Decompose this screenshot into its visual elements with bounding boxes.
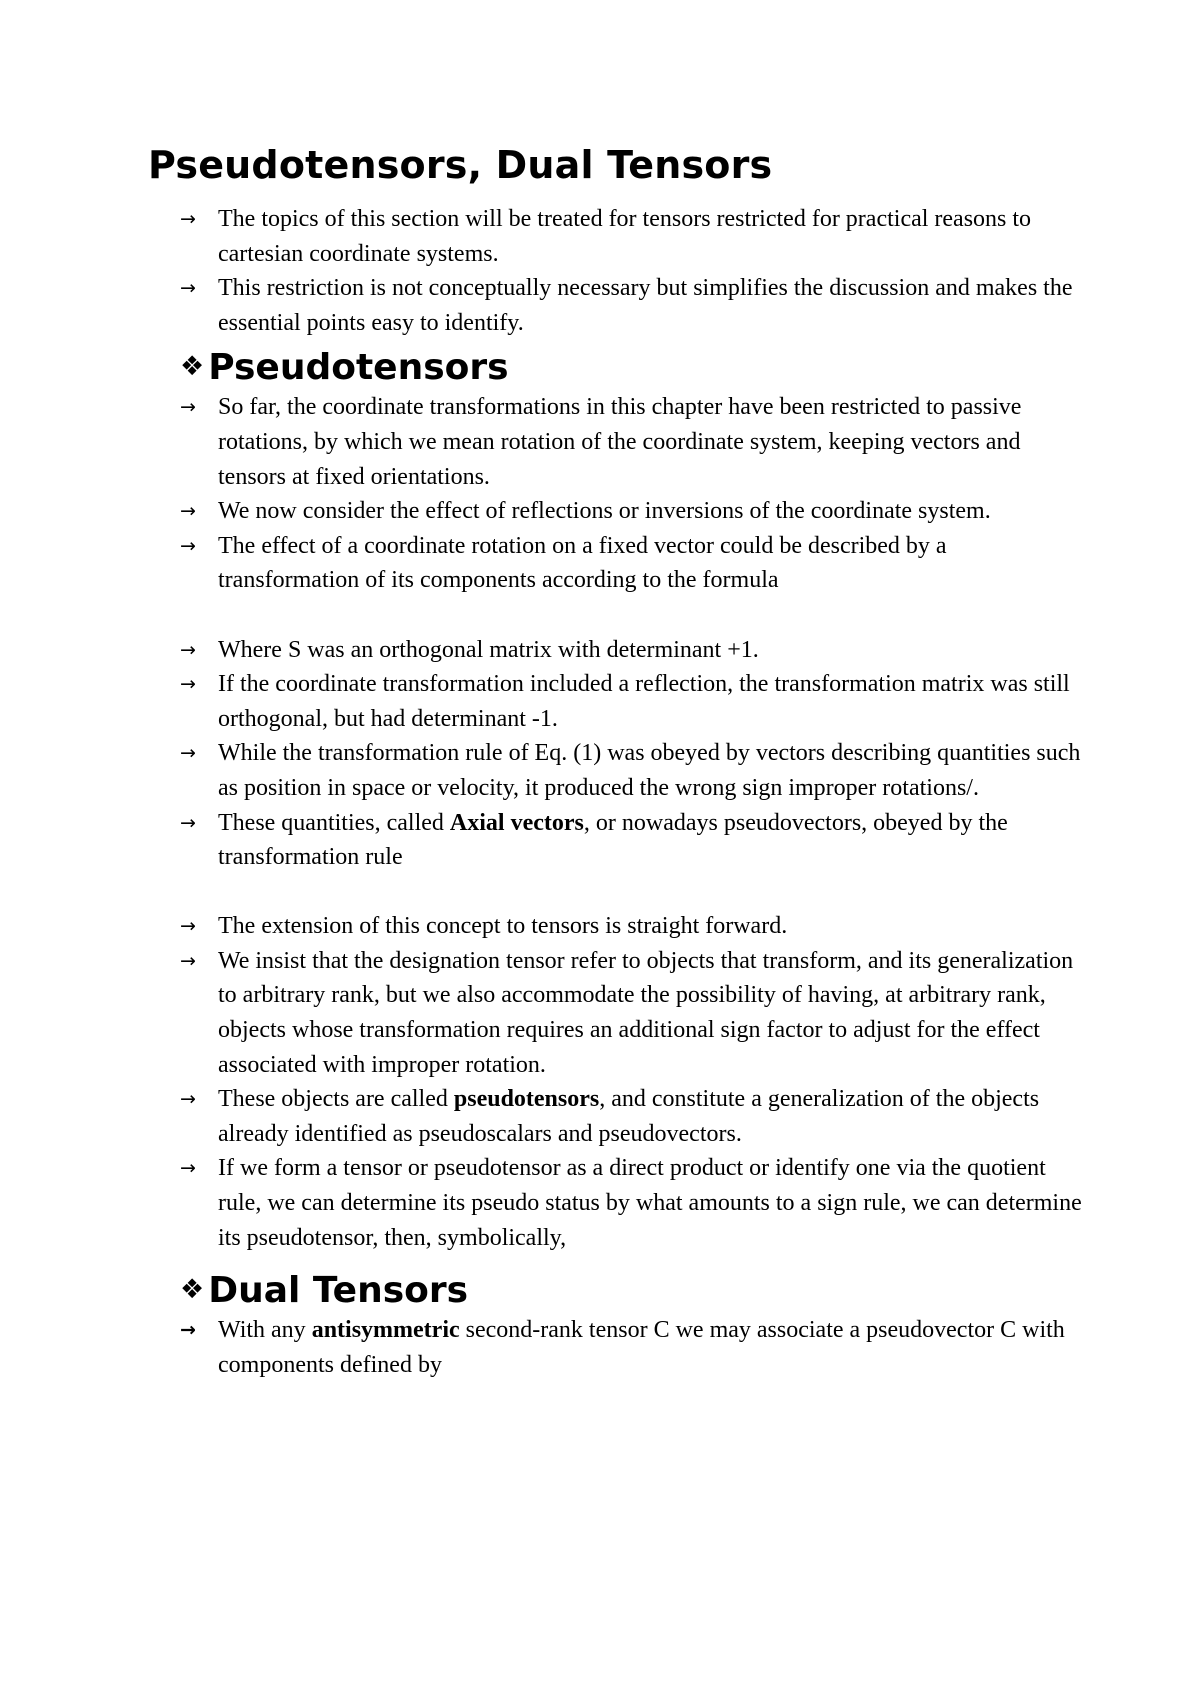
bullet-text: The extension of this concept to tensors is straight forward. xyxy=(218,913,788,940)
right-arrow-icon: → xyxy=(180,811,196,834)
list-item xyxy=(148,1151,1088,1255)
equation-placeholder xyxy=(148,598,1088,633)
list-item xyxy=(148,806,1088,875)
right-arrow-icon: → xyxy=(180,208,196,230)
right-arrow-icon: → xyxy=(180,500,196,523)
bold-term-antisymmetric: antisymmetric xyxy=(311,1317,460,1344)
bullet-text: So far, the coordinate transformations in this chapter have been restricted to passive rotations, by which we mean rotation of the coordinate system, keeping vectors and tensors at fixed orientations. xyxy=(218,394,1022,490)
list-item xyxy=(148,1082,1088,1151)
pseudotensors-bullet-list-b xyxy=(148,633,1088,875)
right-arrow-icon: → xyxy=(180,277,196,300)
equation-placeholder xyxy=(148,875,1088,910)
list-item xyxy=(148,1313,1088,1382)
right-arrow-icon: → xyxy=(180,949,196,972)
dual-tensors-bullet-list xyxy=(148,1313,1088,1382)
section-heading-pseudotensors xyxy=(180,346,1088,390)
right-arrow-icon: → xyxy=(180,1157,196,1180)
pseudotensors-bullet-list-c xyxy=(148,909,1088,1255)
right-arrow-icon: → xyxy=(180,1088,196,1111)
right-arrow-icon: → xyxy=(180,742,196,765)
document-content xyxy=(148,140,1088,1382)
right-arrow-icon: → xyxy=(180,915,196,938)
list-item xyxy=(148,944,1088,1082)
diamond-bullet-icon: ❖ xyxy=(180,1274,205,1306)
list-item xyxy=(148,529,1088,598)
bullet-text-before: With any xyxy=(218,1317,312,1344)
section-heading-text: Pseudotensors xyxy=(208,347,509,389)
diamond-bullet-icon: ❖ xyxy=(180,351,205,383)
list-item xyxy=(148,202,1088,271)
list-item xyxy=(148,909,1088,944)
pseudotensors-bullet-list-a xyxy=(148,390,1088,598)
bullet-text-after: second-rank tensor C we may associate a pseudovector C with components defined by xyxy=(218,1317,1065,1378)
right-arrow-icon: → xyxy=(180,638,196,661)
bullet-text-before: These objects are called xyxy=(218,1086,454,1113)
bullet-text: While the transformation rule of Eq. (1) was obeyed by vectors describing quantities such as position in space or velocity, it produced the wrong sign improper rotations/. xyxy=(218,740,1081,801)
bullet-text-after: , and constitute a generalization of the objects already identified as pseudoscalars and pseudovectors. xyxy=(218,1086,1040,1147)
bullet-text: Where S was an orthogonal matrix with determinant +1. xyxy=(218,636,759,663)
bullet-text: We now consider the effect of reflections or inversions of the coordinate system. xyxy=(218,498,991,525)
bold-term-axial-vectors: Axial vectors xyxy=(449,809,584,836)
section-heading-dual-tensors xyxy=(180,1269,1088,1313)
bullet-text: The topics of this section will be treated for tensors restricted for practical reasons to cartesian coordinate systems. xyxy=(218,206,1032,267)
page-title: Pseudotensors, Dual Tensors xyxy=(148,143,773,187)
bullet-text: We insist that the designation tensor refer to objects that transform, and its generalization to arbitrary rank, but we also accommodate the possibility of having, at arbitrary rank, objects whose transformation requires an additional sign factor to adjust for the effect associated with improper rotation. xyxy=(218,947,1074,1078)
right-arrow-icon: → xyxy=(180,1319,196,1342)
bullet-text-before: These quantities, called xyxy=(218,809,450,836)
bullet-text: This restriction is not conceptually necessary but simplifies the discussion and makes the essential points easy to identify. xyxy=(218,275,1073,336)
list-item xyxy=(148,390,1088,494)
bold-term-pseudotensors: pseudotensors xyxy=(453,1086,600,1113)
list-item xyxy=(148,667,1088,736)
bullet-text: If the coordinate transformation included a reflection, the transformation matrix was still orthogonal, but had determinant -1. xyxy=(218,671,1070,732)
intro-bullet-list xyxy=(148,202,1088,340)
right-arrow-icon: → xyxy=(180,534,196,557)
bullet-text-after: , or nowadays pseudovectors, obeyed by the transformation rule xyxy=(218,809,1008,871)
section-heading-text: Dual Tensors xyxy=(208,1270,469,1312)
list-item xyxy=(148,633,1088,668)
right-arrow-icon: → xyxy=(180,673,196,696)
list-item xyxy=(148,494,1088,529)
bullet-text: If we form a tensor or pseudotensor as a direct product or identify one via the quotient rule, we can determine its pseudo status by what amounts to a sign rule, we can determine its pseudotensor, then, symbolically, xyxy=(218,1155,1082,1251)
right-arrow-icon: → xyxy=(180,396,196,419)
bullet-text: The effect of a coordinate rotation on a fixed vector could be described by a transformation of its components according to the formula xyxy=(218,532,947,594)
list-item xyxy=(148,271,1088,340)
list-item xyxy=(148,736,1088,805)
